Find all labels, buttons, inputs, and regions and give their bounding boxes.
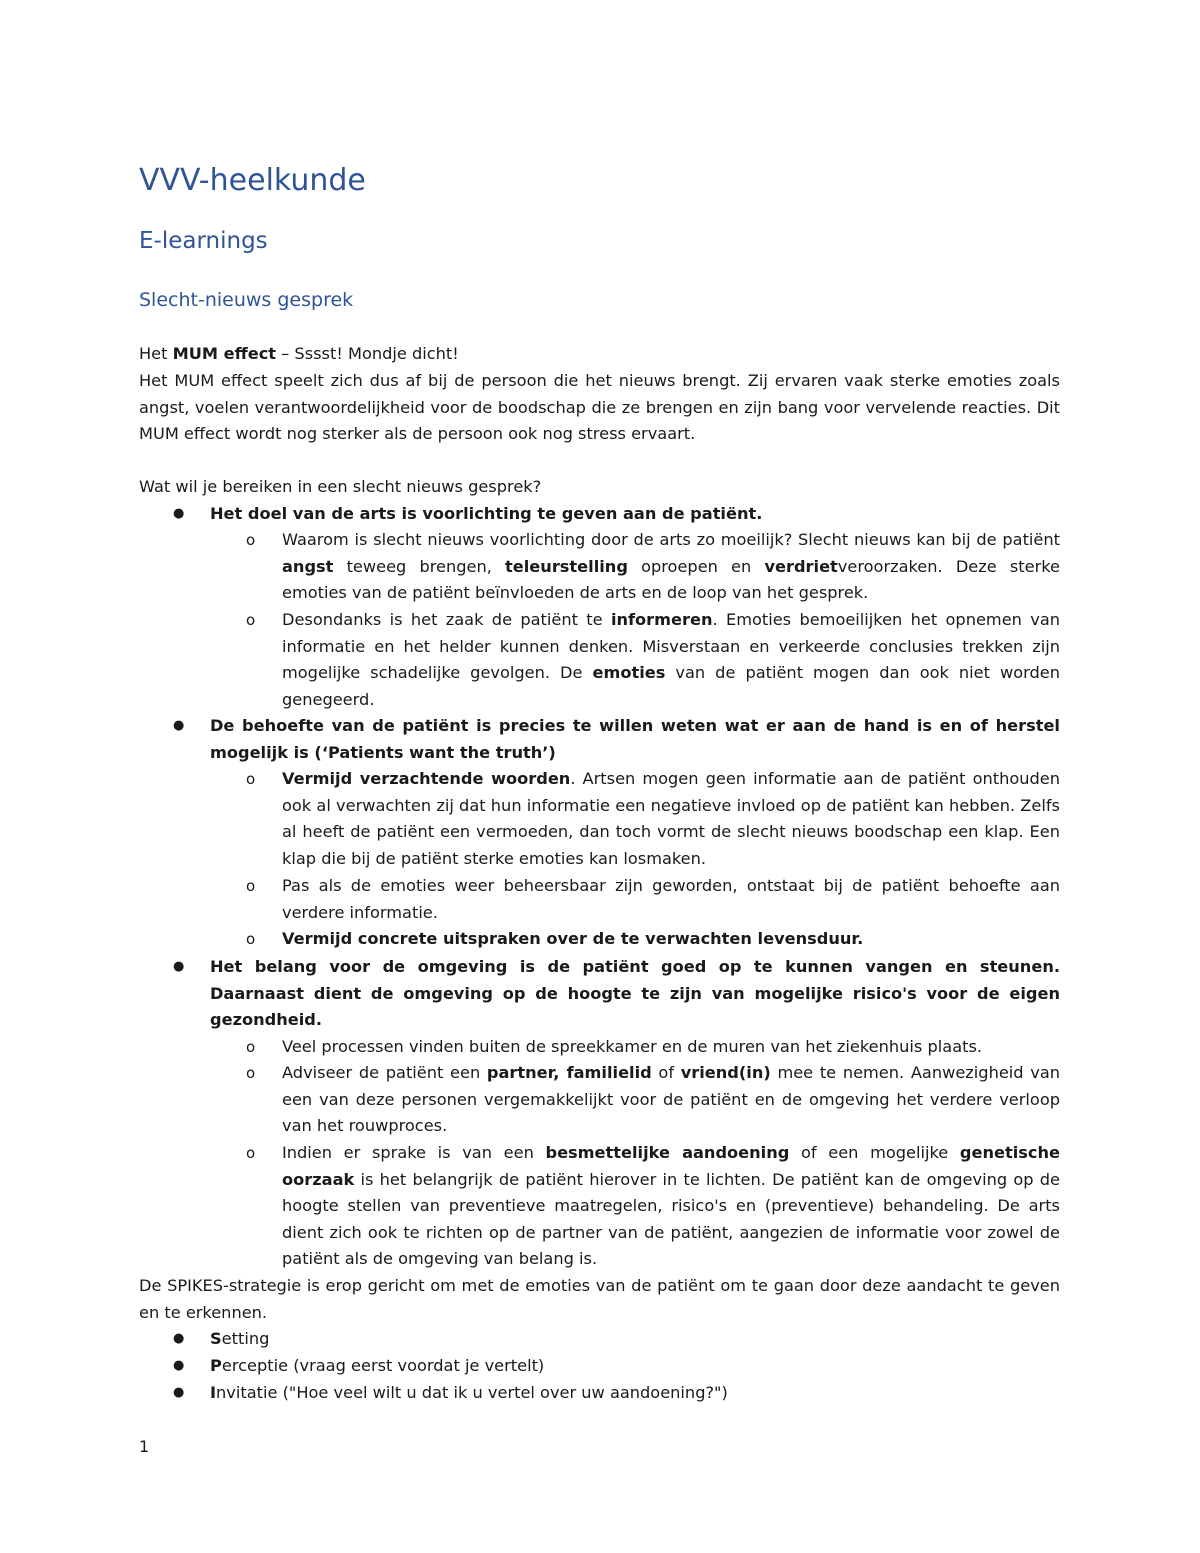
sub-bullet-icon: o xyxy=(246,877,256,895)
list-item: Vermijd concrete uitspraken over de te verwachten levensduur. xyxy=(282,929,864,948)
subtitle-heading: E-learnings xyxy=(139,228,268,254)
document-title: VVV-heelkunde xyxy=(139,163,366,198)
spikes-item-perceptie: Perceptie (vraag eerst voordat je vertelt) xyxy=(210,1356,545,1375)
page-number: 1 xyxy=(139,1437,150,1456)
list-item: Indien er sprake is van een besmettelijke aandoening of een mogelijke genetische oorzaak is het belangrijk de patiënt hierover in te lichten. De patiënt kan de omgeving op de hoogte stellen van preventieve maatregelen, risico's en (preventieve) behandeling. De arts dient zich ook te richten op de partner van de patiënt, aangezien de informatie voor zowel de patiënt als de omgeving van belang is. xyxy=(282,1143,1060,1268)
list-item: Desondanks is het zaak de patiënt te informeren. Emoties bemoeilijken het opnemen van informatie en het helder kunnen denken. Misverstaan en verkeerde conclusies trekken zijn mogelijke schadelijke gevolgen. De emoties van de patiënt mogen dan ook niet worden genegeerd. xyxy=(282,610,1061,709)
sub-bullet-icon: o xyxy=(246,1144,256,1162)
bullet-icon: ● xyxy=(173,506,185,521)
bullet-icon: ● xyxy=(173,959,185,974)
spikes-item-setting: Setting xyxy=(210,1329,270,1348)
sub-bullet-icon: o xyxy=(246,930,256,948)
bullet-icon: ● xyxy=(173,718,185,733)
mum-effect-paragraph: Het MUM effect speelt zich dus af bij de persoon die het nieuws brengt. Zij ervaren vaak sterke emoties zoals angst, voelen verantwoordelijkheid voor de boodschap die ze brengen en zijn bang voor vervelende reacties. Dit MUM effect wordt nog sterker als de persoon ook nog stress ervaart. xyxy=(139,371,1060,443)
list-item: Veel processen vinden buiten de spreekkamer en de muren van het ziekenhuis plaats. xyxy=(282,1037,983,1056)
list-item: Pas als de emoties weer beheersbaar zijn geworden, ontstaat bij de patiënt behoefte aan verdere informatie. xyxy=(282,876,1060,922)
sub-bullet-icon: o xyxy=(246,1064,256,1082)
goal-doctor-heading: Het doel van de arts is voorlichting te geven aan de patiënt. xyxy=(210,504,763,523)
mum-effect-line: Het MUM effect – Sssst! Mondje dicht! xyxy=(139,344,459,363)
list-item: Adviseer de patiënt een partner, familielid of vriend(in) mee te nemen. Aanwezigheid van een van deze personen vergemakkelijkt voor de patiënt en de omgeving het verdere verloop van het rouwproces. xyxy=(282,1063,1061,1135)
list-item: Waarom is slecht nieuws voorlichting door de arts zo moeilijk? Slecht nieuws kan bij de patiënt angst teweeg brengen, teleurstelling oproepen en verdrietveroorzaken. Deze sterke emoties van de patiënt beïnvloeden de arts en de loop van het gesprek. xyxy=(282,530,1061,602)
goal-patient-heading: De behoefte van de patiënt is precies te willen weten wat er aan de hand is en of herstel mogelijk is (‘Patients want the truth’) xyxy=(210,716,1060,762)
bullet-icon: ● xyxy=(173,1385,185,1400)
bullet-icon: ● xyxy=(173,1358,185,1373)
section-heading: Slecht-nieuws gesprek xyxy=(139,289,354,311)
sub-bullet-icon: o xyxy=(246,531,256,549)
spikes-intro: De SPIKES-strategie is erop gericht om met de emoties van de patiënt om te gaan door deze aandacht te geven en te erkennen. xyxy=(139,1276,1060,1322)
spikes-item-invitatie: Invitatie ("Hoe veel wilt u dat ik u vertel over uw aandoening?") xyxy=(210,1383,728,1402)
sub-bullet-icon: o xyxy=(246,611,256,629)
sub-bullet-icon: o xyxy=(246,1038,256,1056)
sub-bullet-icon: o xyxy=(246,770,256,788)
bullet-icon: ● xyxy=(173,1331,185,1346)
goal-environment-heading: Het belang voor de omgeving is de patiënt goed op te kunnen vangen en steunen. Daarnaast dient de omgeving op de hoogte te zijn van mogelijke risico's voor de eigen gezondheid. xyxy=(210,957,1060,1029)
list-item: Vermijd verzachtende woorden. Artsen mogen geen informatie aan de patiënt onthouden ook al verwachten zij dat hun informatie een negatieve invloed op de patiënt kan hebben. Zelfs al heeft de patiënt een vermoeden, dan toch vormt de slecht nieuws boodschap een klap. Een klap die bij de patiënt sterke emoties kan losmaken. xyxy=(282,769,1060,868)
question-line: Wat wil je bereiken in een slecht nieuws gesprek? xyxy=(139,477,542,496)
